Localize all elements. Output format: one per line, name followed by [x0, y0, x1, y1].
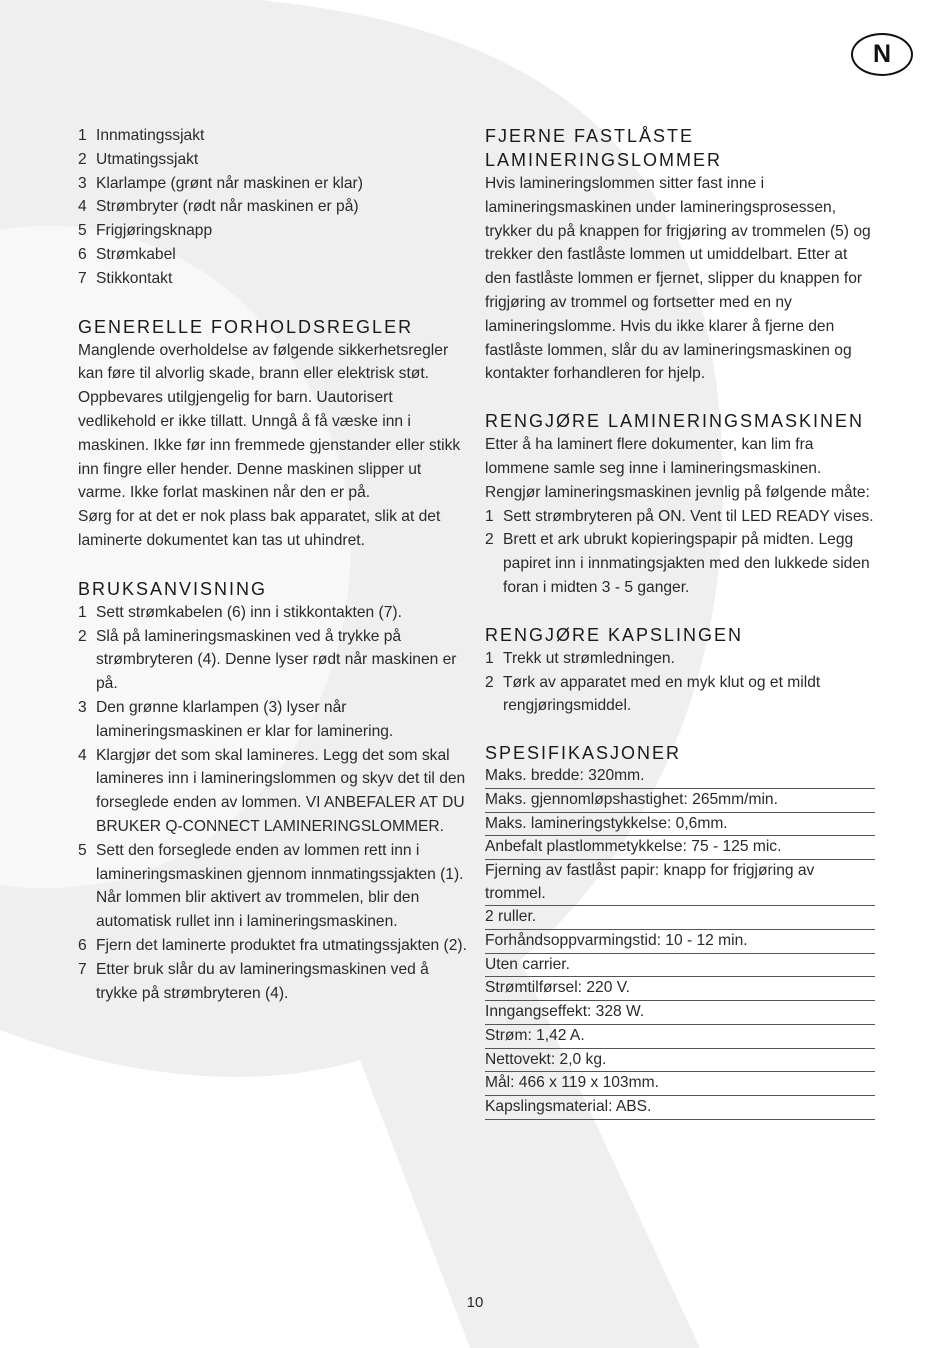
specs-heading: SPESIFIKASJONER — [485, 743, 682, 764]
spec-item: Strømtilførsel: 220 V. — [485, 977, 875, 1001]
list-number: 1 — [485, 649, 494, 667]
list-text: Klarlampe (grønt når maskinen er klar) — [96, 174, 363, 192]
list-item — [78, 148, 470, 172]
list-text: Etter bruk slår du av lamineringsmaskinen ved å trykke på strømbryteren (4). — [96, 960, 429, 1002]
cleaning-machine-text: Etter å ha laminert flere dokumenter, kan lim fra lommene samle seg inne i lamineringsmaskinen. Rengjør lamineringsmaskinen jevnlig på følgende måte: — [485, 436, 870, 501]
list-number: 1 — [78, 127, 87, 144]
list-text: Tørk av apparatet med en myk klut og et mildt rengjøringsmiddel. — [503, 673, 821, 715]
list-number: 4 — [78, 746, 87, 764]
list-number: 3 — [78, 698, 87, 716]
list-text: Sett strømkabelen (6) inn i stikkontakten (7). — [96, 603, 402, 621]
list-number: 3 — [78, 174, 87, 192]
list-item — [78, 124, 470, 148]
spec-item: Anbefalt plastlommetykkelse: 75 - 125 mic. — [485, 836, 875, 860]
list-item — [485, 671, 875, 719]
list-text: Trekk ut strømledningen. — [503, 649, 675, 667]
jam-text: Hvis lamineringslommen sitter fast inne i lamineringsmaskinen under lamineringsprosessen, trykker du på knappen for frigjøring av trommelen (5) og trekker den fastlåste lommen ut umiddelbart. Etter at den fastlåste lommen er fjernet, slipper du knappen for frigjøring av trommel og fortsetter med en ny lamineringslomme. Hvis du ikke klarer å fjerne den fastlåste lommen, slår du av lamineringsmaskinen og kontakter forhandleren for hjelp. — [485, 175, 871, 383]
instructions-list — [78, 601, 470, 1006]
list-item — [78, 839, 470, 934]
spec-item: Nettovekt: 2,0 kg. — [485, 1049, 875, 1073]
list-item — [485, 647, 875, 671]
left-column — [78, 124, 470, 1005]
list-number: 7 — [78, 269, 87, 287]
cleaning-machine-list — [485, 505, 875, 600]
cleaning-housing-list — [485, 647, 875, 718]
precautions-heading: GENERELLE FORHOLDSREGLER — [78, 316, 414, 337]
list-text: Stikkontakt — [96, 269, 173, 287]
spec-item: Strøm: 1,42 A. — [485, 1025, 875, 1049]
instructions-heading: BRUKSANVISNING — [78, 578, 268, 599]
page-number: 10 — [466, 1294, 484, 1311]
list-text: Den grønne klarlampen (3) lyser når lamineringsmaskinen er klar for laminering. — [96, 698, 394, 740]
list-item — [485, 528, 875, 599]
spec-item: Uten carrier. — [485, 954, 875, 978]
list-text: Innmatingssjakt — [96, 127, 205, 144]
spec-item: Forhåndsoppvarmingstid: 10 - 12 min. — [485, 930, 875, 954]
list-number: 1 — [485, 507, 494, 525]
list-number: 7 — [78, 960, 87, 978]
list-number: 2 — [78, 150, 87, 168]
spec-item: Inngangseffekt: 328 W. — [485, 1001, 875, 1025]
spec-item: Maks. gjennomløpshastighet: 265mm/min. — [485, 789, 875, 813]
list-number: 6 — [78, 936, 87, 954]
precautions-text-2: Sørg for at det er nok plass bak apparatet, slik at det laminerte dokumentet kan tas ut uhindret. — [78, 508, 441, 549]
jam-heading: FJERNE FASTLÅSTE LAMINERINGSLOMMER — [485, 126, 723, 170]
list-item — [78, 744, 470, 839]
list-text: Frigjøringsknapp — [96, 222, 213, 240]
list-text: Fjern det laminerte produktet fra utmatingssjakten (2). — [96, 936, 467, 954]
list-text: Klargjør det som skal lamineres. Legg det som skal lamineres inn i lamineringslommen og skyv det til den forseglede enden av lommen. VI ANBEFALER AT DU BRUKER Q-CONNECT LAMINERINGSLOMMER. — [96, 746, 466, 835]
spec-item: Maks. lamineringstykkelse: 0,6mm. — [485, 813, 875, 837]
list-text: Strømkabel — [96, 245, 176, 263]
list-item — [78, 601, 470, 625]
list-item — [78, 195, 470, 219]
list-number: 4 — [78, 198, 87, 216]
right-column — [485, 124, 875, 1120]
list-item — [78, 267, 470, 291]
list-number: 2 — [485, 531, 494, 549]
list-item — [78, 696, 470, 744]
list-number: 5 — [78, 222, 87, 240]
spec-item: Mål: 466 x 119 x 103mm. — [485, 1072, 875, 1096]
list-item — [78, 958, 470, 1006]
cleaning-housing-heading: RENGJØRE KAPSLINGEN — [485, 624, 744, 645]
list-text: Sett strømbryteren på ON. Vent til LED READY vises. — [503, 507, 874, 525]
list-text: Sett den forseglede enden av lommen rett inn i lamineringsmaskinen gjennom innmatingssjakten (1). Når lommen blir aktivert av trommelen, blir den automatisk rullet inn i lamineringsmaskinen. — [96, 841, 464, 931]
list-text: Strømbryter (rødt når maskinen er på) — [96, 198, 359, 216]
specs-list — [485, 765, 875, 1120]
parts-list — [78, 124, 470, 291]
list-number: 1 — [78, 603, 87, 621]
list-item — [78, 934, 470, 958]
spec-item: Maks. bredde: 320mm. — [485, 765, 875, 789]
list-text: Utmatingssjakt — [96, 150, 199, 168]
spec-item: 2 ruller. — [485, 906, 875, 930]
precautions-text: Manglende overholdelse av følgende sikkerhetsregler kan føre til alvorlig skade, brann eller elektrisk støt. Oppbevares utilgjengelig for barn. Uautorisert vedlikehold er ikke tillatt. Unngå å få væske inn i maskinen. Ikke før inn fremmede gjenstander eller stikk inn fingre eller hender. Denne maskinen slipper ut varme. Ikke forlat maskinen når den er på. — [78, 341, 461, 502]
list-number: 6 — [78, 245, 87, 263]
list-number: 5 — [78, 841, 87, 859]
list-item — [485, 505, 875, 529]
list-item — [78, 172, 470, 196]
list-number: 2 — [78, 627, 87, 645]
spec-item: Fjerning av fastlåst papir: knapp for frigjøring av trommel. — [485, 860, 875, 906]
list-item — [78, 219, 470, 243]
list-item — [78, 625, 470, 696]
list-text: Slå på lamineringsmaskinen ved å trykke på strømbryteren (4). Denne lyser rødt når maskinen er på. — [96, 627, 457, 693]
cleaning-machine-heading: RENGJØRE LAMINERINGSMASKINEN — [485, 411, 865, 432]
language-badge: N — [851, 33, 913, 76]
list-item — [78, 243, 470, 267]
list-text: Brett et ark ubrukt kopieringspapir på midten. Legg papiret inn i innmatingsjakten med den lukkede siden foran i midten 3 - 5 ganger. — [503, 531, 870, 596]
spec-item: Kapslingsmaterial: ABS. — [485, 1096, 875, 1120]
list-number: 2 — [485, 673, 494, 691]
